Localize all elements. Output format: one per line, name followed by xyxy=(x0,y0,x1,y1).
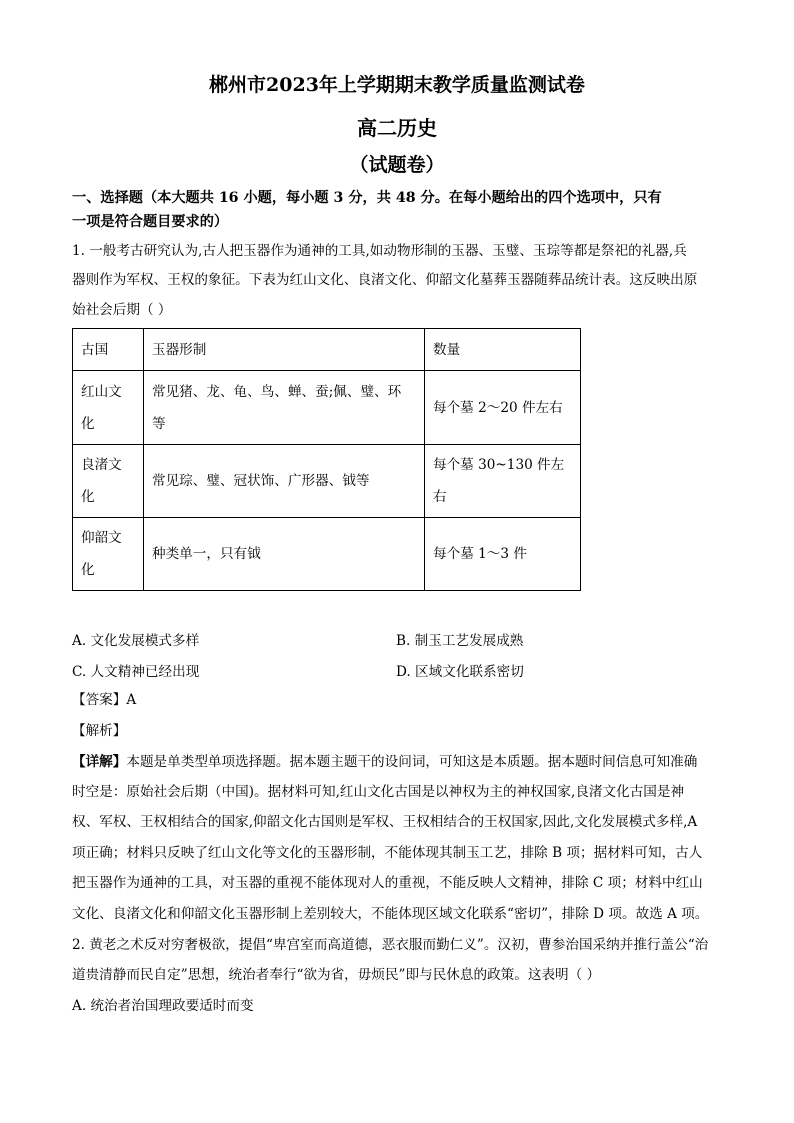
q1-detail-line: 时空是：原始社会后期（中国)。据材料可知,红山文化古国是以神权为主的神权国家,良渚文化古国是神 xyxy=(72,784,685,800)
table-header-row xyxy=(73,329,581,371)
cell-culture: 红山文 化 xyxy=(73,371,144,445)
q2-stem-line1: 2. 黄老之术反对穷奢极欲，提倡“卑宫室而高道德，恶衣服而勤仁义”。汉初，曹参治国采纳并推行盖公“治 xyxy=(72,937,709,953)
cell-jade-form: 常见琮、璧、冠状饰、广形器、钺等 xyxy=(144,445,425,518)
q2-option-a: A. 统治者治国理政要适时而变 xyxy=(72,998,254,1014)
header-count: 数量 xyxy=(425,329,581,371)
jade-artifact-table xyxy=(72,328,581,591)
cell-jade-form: 常见猪、龙、龟、鸟、蝉、蚕;佩、璧、环 等 xyxy=(144,371,425,445)
table-row xyxy=(73,518,581,591)
cell-count: 每个墓 2～20 件左右 xyxy=(425,371,581,445)
q1-detail-line: 【详解】本题是单类型单项选择题。据本题主题干的设问词，可知这是本质题。据本题时间信息可知准确 xyxy=(72,754,698,770)
cell-count: 每个墓 1～3 件 xyxy=(425,518,581,591)
q1-analysis-label: 【解析】 xyxy=(72,723,127,739)
exam-title: 郴州市2023年上学期期末教学质量监测试卷 xyxy=(209,74,585,96)
q1-answer: 【答案】A xyxy=(72,692,137,708)
q1-option-c: C. 人文精神已经出现 xyxy=(72,664,200,680)
section-heading-line1: 一、选择题（本大题共 16 小题，每小题 3 分，共 48 分。在每小题给出的四个选项中，只有 xyxy=(72,190,662,206)
q1-detail-line: 文化、良渚文化和仰韶文化玉器形制上差别较大，不能体现区域文化联系“密切”，排除 D 项。故选 A 项。 xyxy=(72,906,709,922)
q1-stem-line1: 1. 一般考古研究认为,古人把玉器作为通神的工具,如动物形制的玉器、玉璧、玉琮等都是祭祀的礼器,兵 xyxy=(72,243,687,259)
q2-stem-line2: 道贵清静而民自定”思想，统治者奉行“欲为省，毋烦民”即与民休息的政策。这表明（ ） xyxy=(72,967,601,983)
q1-option-d: D. 区域文化联系密切 xyxy=(396,664,524,680)
header-culture: 古国 xyxy=(73,329,144,371)
header-jade-form: 玉器形制 xyxy=(144,329,425,371)
section-heading-line2: 一项是符合题目要求的） xyxy=(72,214,229,230)
q1-detail-line: 权、军权、王权相结合的国家,仰韶文化古国则是军权、王权相结合的王权国家,因此,文化发展模式多样,A xyxy=(72,814,698,830)
cell-culture: 仰韶文 化 xyxy=(73,518,144,591)
table-row xyxy=(73,445,581,518)
cell-culture: 良渚文 化 xyxy=(73,445,144,518)
q1-option-a: A. 文化发展模式多样 xyxy=(72,633,200,649)
cell-count: 每个墓 30~130 件左右 xyxy=(425,445,581,518)
subject-title: 高二历史 xyxy=(357,116,437,140)
table-row xyxy=(73,371,581,445)
q1-option-b: B. 制玉工艺发展成熟 xyxy=(396,633,524,649)
q1-detail-line: 把玉器作为通神的工具，对玉器的重视不能体现对人的重视，不能反映人文精神，排除 C 项；材料中红山 xyxy=(72,875,703,891)
q1-stem-line2: 器则作为军权、王权的象征。下表为红山文化、良渚文化、仰韶文化墓葬玉器随葬品统计表。这反映出原 xyxy=(72,272,698,288)
q1-detail-line: 项正确；材料只反映了红山文化等文化的玉器形制，不能体现其制玉工艺，排除 B 项；据材料可知，古人 xyxy=(72,845,703,861)
cell-jade-form: 种类单一，只有钺 xyxy=(144,518,425,591)
q1-stem-line3: 始社会后期（ ） xyxy=(72,302,172,318)
paper-type: （试题卷） xyxy=(349,154,445,176)
